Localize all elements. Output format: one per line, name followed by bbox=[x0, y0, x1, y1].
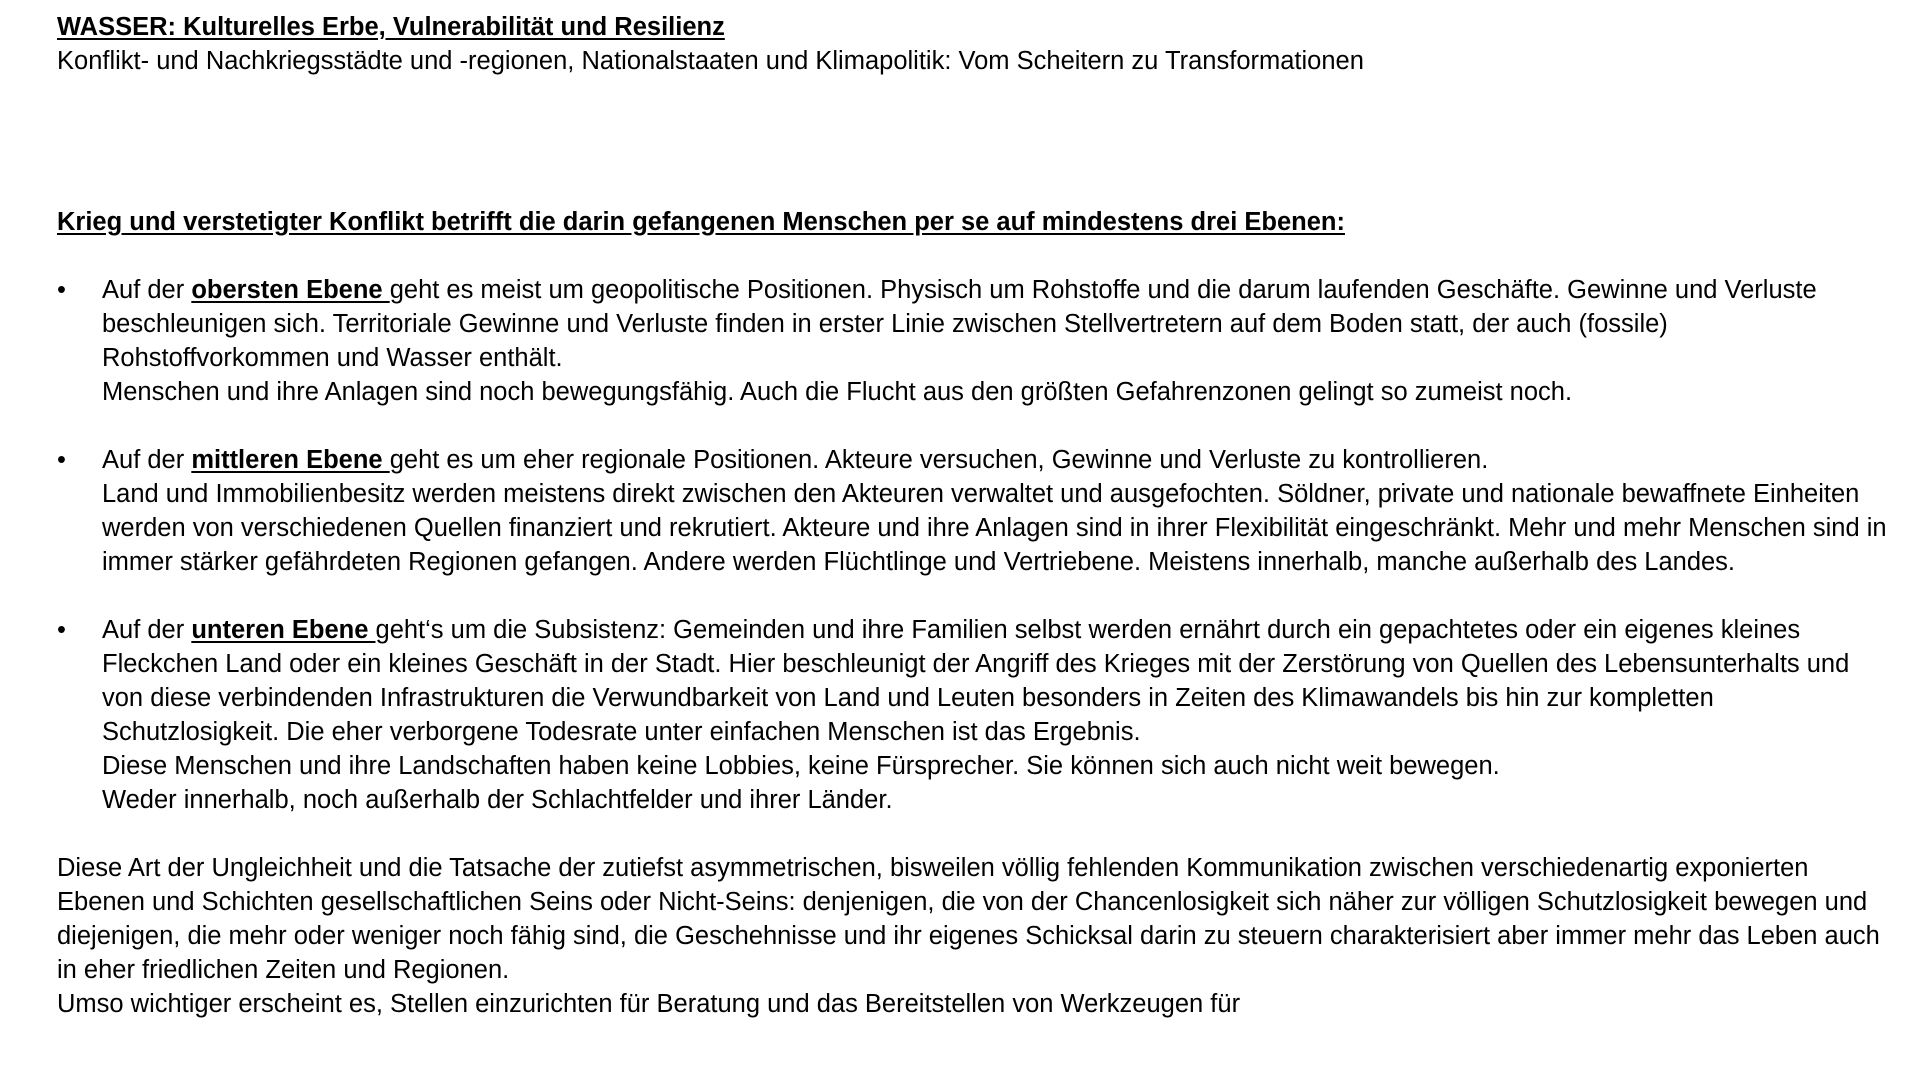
bullet-extra-line: Menschen und ihre Anlagen sind noch bewegungsfähig. Auch die Flucht aus den größten Gefahrenzonen gelingt so zumeist noch. bbox=[102, 378, 1573, 406]
bullet-body: geht es meist um geopolitische Positionen. Physisch um Rohstoffe und die darum laufenden Geschäfte. Gewinne und Verluste beschleunigen sich. Territoriale Gewinne und Verluste finden in erster Linie zwischen Stellvertretern auf dem Boden statt, der auch (fossile) Rohstoffvorkommen und Wasser enthält. bbox=[102, 276, 1817, 372]
level-name-lower: unteren Ebene bbox=[191, 616, 376, 644]
closing-last-line: Umso wichtiger erscheint es, Stellen einzurichten für Beratung und das Bereitstellen von Werkzeugen für bbox=[57, 990, 1241, 1018]
bullet-top-level bbox=[57, 273, 1897, 409]
bullet-text bbox=[102, 443, 1897, 477]
bullet-prefix: Auf der bbox=[102, 616, 192, 644]
document-page bbox=[57, 10, 1897, 1021]
bullet-lower-level bbox=[57, 613, 1897, 817]
bullet-marker: • bbox=[57, 616, 66, 644]
bullet-text bbox=[102, 273, 1897, 375]
levels-bullet-list bbox=[57, 273, 1897, 817]
document-title: WASSER: Kulturelles Erbe, Vulnerabilität und Resilienz bbox=[57, 13, 725, 41]
bullet-text bbox=[102, 613, 1897, 749]
closing-paragraph: Diese Art der Ungleichheit und die Tatsache der zutiefst asymmetrischen, bisweilen völlig fehlenden Kommunikation zwischen verschiedenartig exponierten Ebenen und Schichten gesellschaftlichen Seins oder Nicht-Seins: denjenigen, die von der Chancenlosigkeit sich näher zur völligen Schutzlosigkeit bewegen und diejenigen, die mehr oder weniger noch fähig sind, die Geschehnisse und ihr eigenes Schicksal darin zu steuern charakterisiert aber immer mehr das Leben auch in eher friedlichen Zeiten und Regionen. bbox=[57, 854, 1880, 984]
bullet-body: geht es um eher regionale Positionen. Akteure versuchen, Gewinne und Verluste zu kontrollieren. bbox=[389, 446, 1489, 474]
bullet-prefix: Auf der bbox=[102, 446, 192, 474]
closing-section bbox=[57, 851, 1897, 1021]
level-name-top: obersten Ebene bbox=[191, 276, 390, 304]
bullet-extra-line: Weder innerhalb, noch außerhalb der Schlachtfelder und ihrer Länder. bbox=[102, 786, 893, 814]
document-subtitle: Konflikt- und Nachkriegsstädte und -regionen, Nationalstaaten und Klimapolitik: Vom Scheitern zu Transformationen bbox=[57, 47, 1364, 75]
bullet-prefix: Auf der bbox=[102, 276, 192, 304]
bullet-marker: • bbox=[57, 276, 66, 304]
section-heading: Krieg und verstetigter Konflikt betrifft die darin gefangenen Menschen per se auf mindestens drei Ebenen: bbox=[57, 208, 1345, 236]
bullet-extra-line: Diese Menschen und ihre Landschaften haben keine Lobbies, keine Fürsprecher. Sie können sich auch nicht weit bewegen. bbox=[102, 752, 1500, 780]
level-name-middle: mittleren Ebene bbox=[191, 446, 390, 474]
bullet-marker: • bbox=[57, 446, 66, 474]
bullet-middle-level bbox=[57, 443, 1897, 579]
bullet-body: geht‘s um die Subsistenz: Gemeinden und ihre Familien selbst werden ernährt durch ein gepachtetes oder ein eigenes kleines Fleckchen Land oder ein kleines Geschäft in der Stadt. Hier beschleunigt der Angriff des Krieges mit der Zerstörung von Quellen des Lebensunterhalts und von diese verbindenden Infrastrukturen die Verwundbarkeit von Land und Leuten besonders in Zeiten des Klimawandels bis hin zur kompletten Schutzlosigkeit. Die eher verborgene Todesrate unter einfachen Menschen ist das Ergebnis. bbox=[102, 616, 1850, 746]
bullet-extra-line: Land und Immobilienbesitz werden meistens direkt zwischen den Akteuren verwaltet und ausgefochten. Söldner, private und nationale bewaffnete Einheiten werden von verschiedenen Quellen finanziert und rekrutiert. Akteure und ihre Anlagen sind in ihrer Flexibilität eingeschränkt. Mehr und mehr Menschen sind in immer stärker gefährdeten Regionen gefangen. Andere werden Flüchtlinge und Vertriebene. Meistens innerhalb, manche außerhalb des Landes. bbox=[102, 480, 1887, 576]
